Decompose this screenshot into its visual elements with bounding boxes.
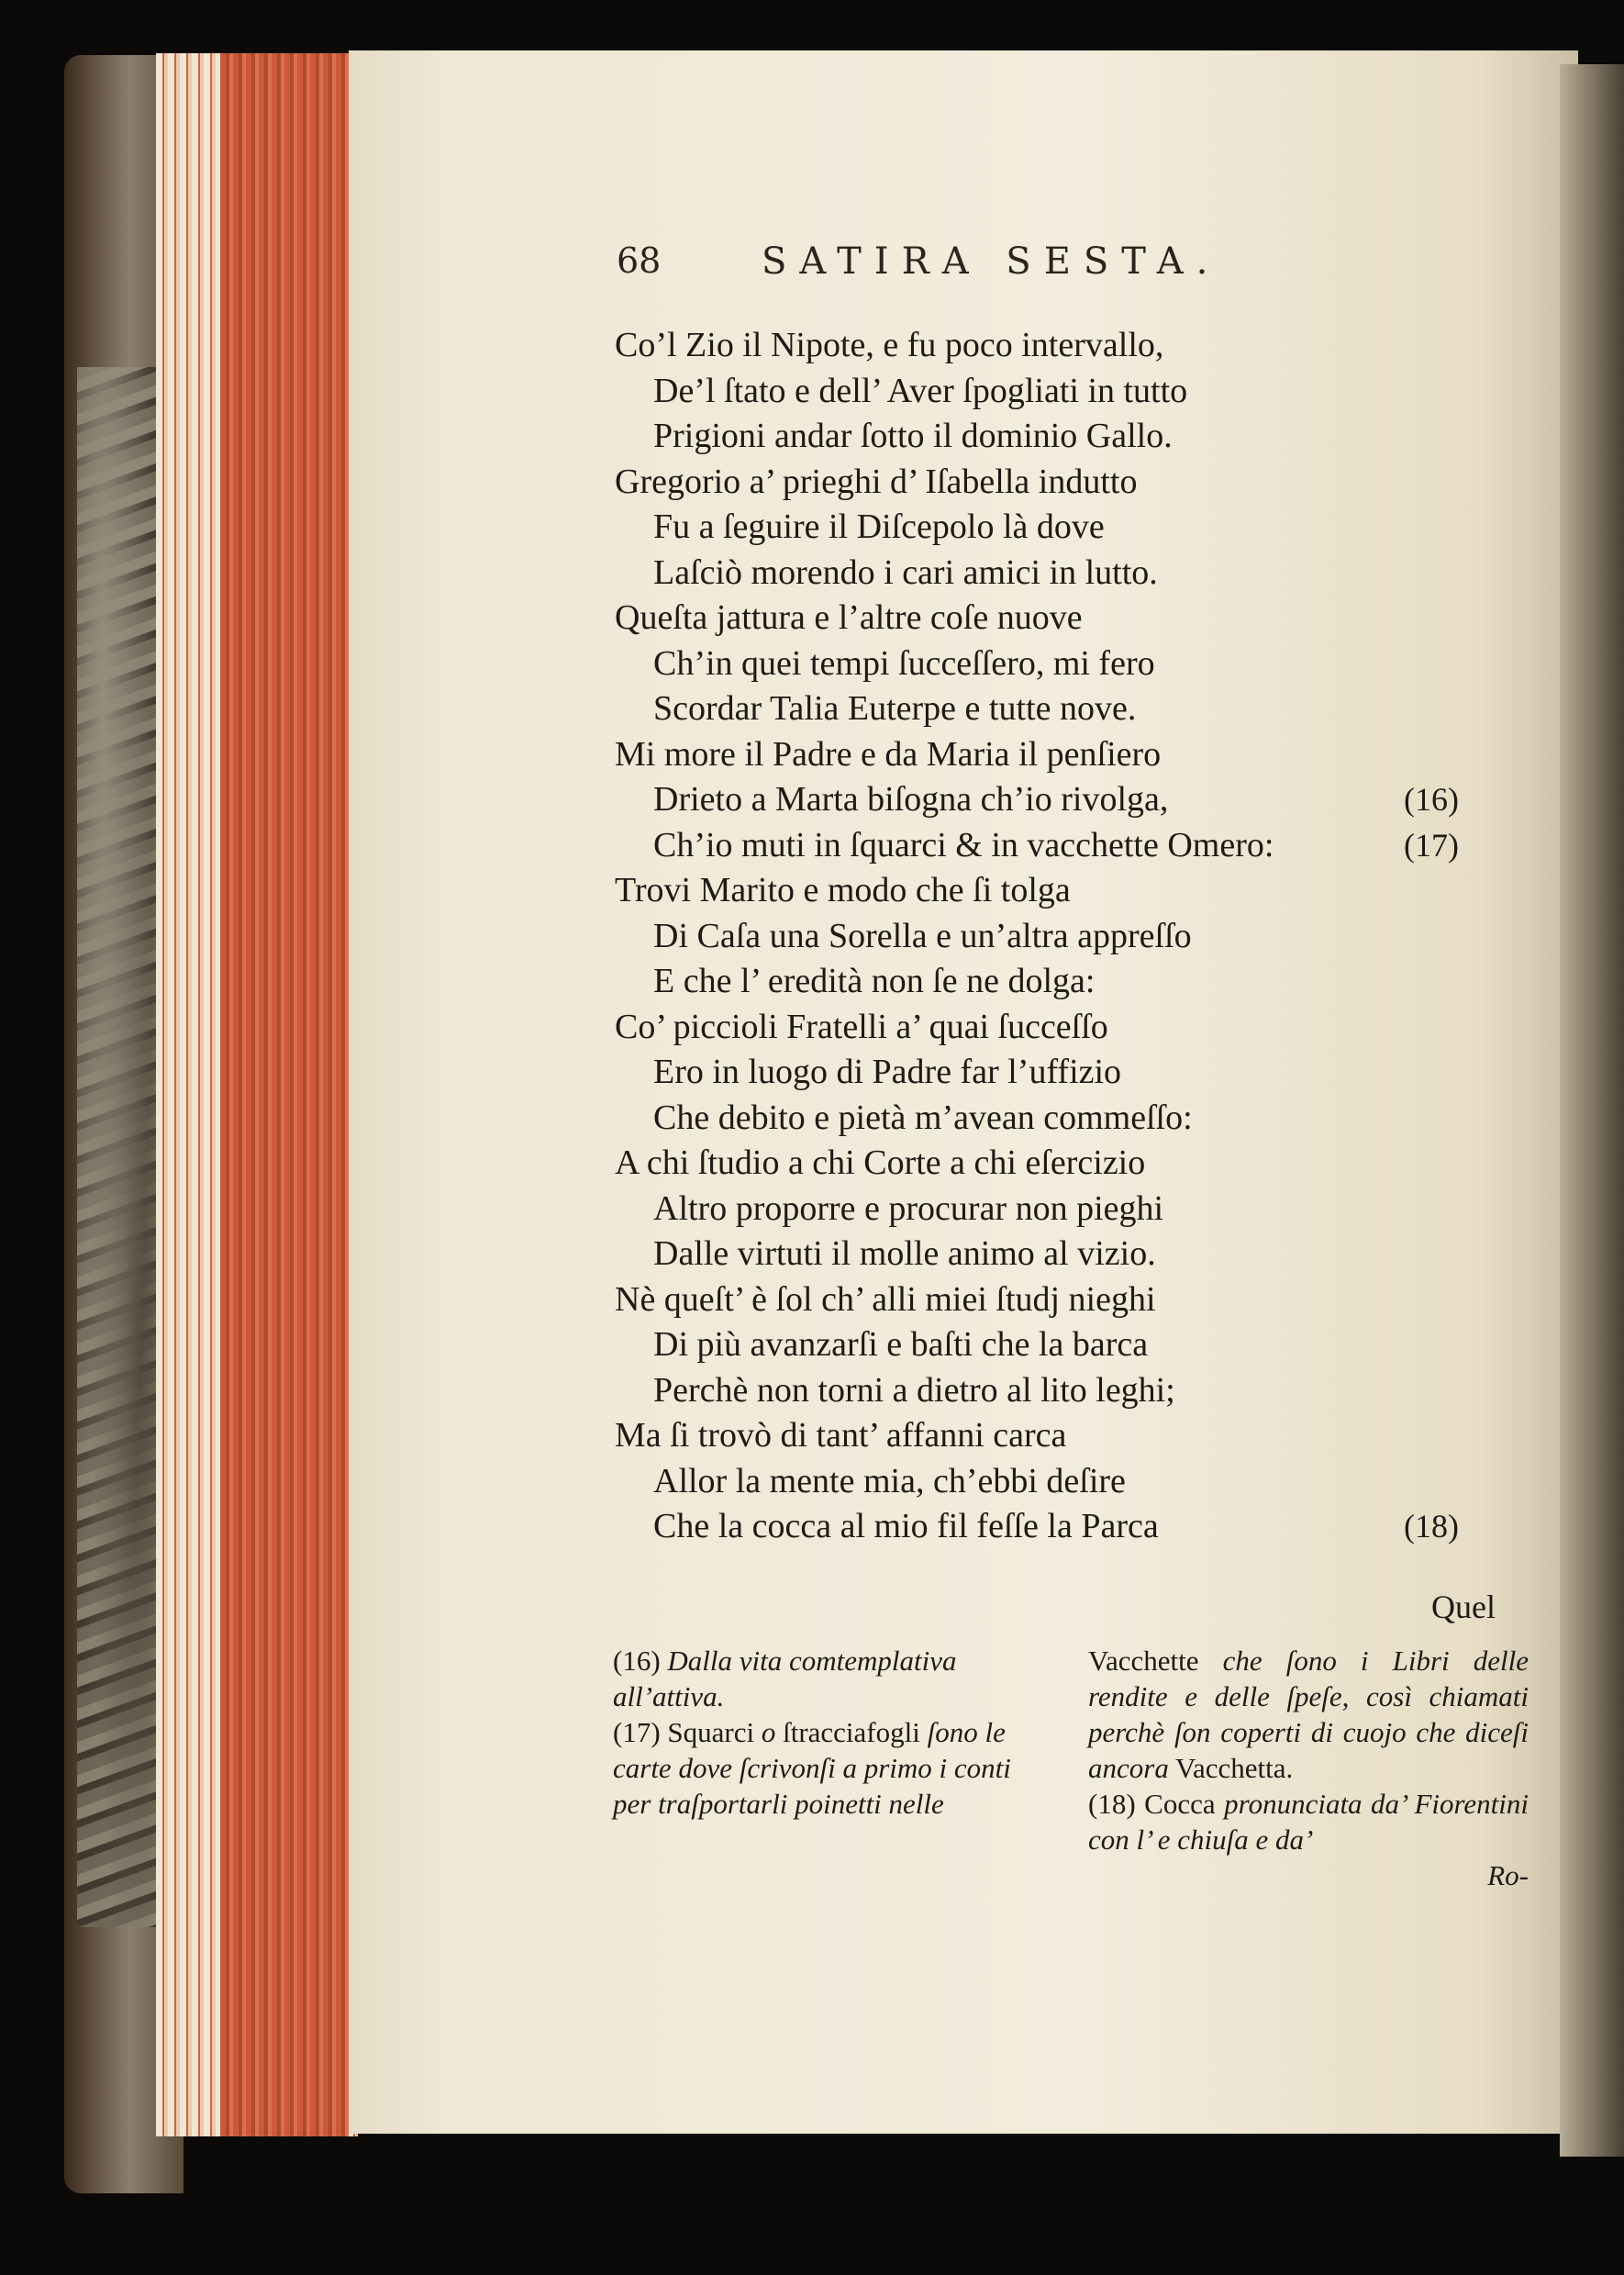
footnote-continuation-word: Ro- bbox=[1487, 1859, 1529, 1891]
footnote-17 bbox=[613, 1714, 1053, 1822]
footnote-text: Dalla vita comtemplativa all’attiva. bbox=[613, 1645, 957, 1712]
footnote-term: Vacchetta. bbox=[1175, 1752, 1294, 1784]
verse-line bbox=[615, 1413, 1532, 1459]
footnotes-right-column bbox=[1088, 1643, 1529, 1893]
red-page-edge bbox=[220, 53, 349, 2136]
footnote-term: Squarci bbox=[667, 1716, 755, 1748]
verse-line bbox=[615, 686, 1532, 732]
verse-line bbox=[615, 1368, 1532, 1414]
verse-line-text: Che debito e pietà m’avean commeſſo: bbox=[653, 1098, 1193, 1137]
footnote-text: o bbox=[761, 1716, 776, 1748]
verse-line-text: Co’l Zio il Nipote, e fu poco intervallo, bbox=[615, 326, 1164, 364]
verse-line bbox=[615, 1322, 1532, 1368]
verse-line-text: Co’ piccioli Fratelli a’ quai ſucceſſo bbox=[615, 1007, 1108, 1046]
verse-line-text: E che l’ eredità non ſe ne dolga: bbox=[653, 962, 1096, 1000]
verse-line bbox=[615, 1050, 1532, 1096]
footnote-18 bbox=[1088, 1786, 1529, 1857]
verse-line-text: Trovi Marito e modo che ſi tolga bbox=[615, 871, 1071, 909]
footnote-term: Cocca bbox=[1144, 1788, 1216, 1820]
verse-line bbox=[615, 1459, 1532, 1505]
footnote-number: (17) bbox=[613, 1716, 661, 1748]
footnotes-left-column bbox=[613, 1643, 1053, 1893]
footnote-number: (18) bbox=[1088, 1788, 1136, 1820]
verse-line bbox=[615, 777, 1532, 823]
verse-line bbox=[615, 1232, 1532, 1277]
verse-line-text: Laſciò morendo i cari amici in lutto. bbox=[653, 552, 1158, 592]
verse-line bbox=[615, 369, 1532, 415]
verse-line-text: Scordar Talia Euterpe e tutte nove. bbox=[653, 689, 1137, 728]
verse-line-text: Prigioni andar ſotto il dominio Gallo. bbox=[653, 417, 1173, 455]
footnote-number: (16) bbox=[613, 1645, 661, 1677]
verse-line-text: Ero in luogo di Padre far l’uffizio bbox=[653, 1053, 1122, 1091]
page-curl bbox=[1560, 64, 1624, 2157]
verse-line bbox=[615, 414, 1532, 460]
verse-line bbox=[615, 1141, 1532, 1187]
verse-line-text: Fu a ſeguire il Diſcepolo là dove bbox=[653, 507, 1105, 546]
page-number: 68 bbox=[617, 240, 662, 281]
verse-line bbox=[615, 1005, 1532, 1051]
verse-line-text: Allor la mente mia, ch’ebbi deſire bbox=[653, 1461, 1126, 1500]
verse-line bbox=[615, 1504, 1532, 1550]
verse-line-text: Gregorio a’ prieghi d’ Iſabella indutto bbox=[615, 462, 1138, 501]
verse-line bbox=[615, 505, 1532, 551]
verse-line bbox=[615, 959, 1532, 1005]
verse-line-text: De’l ſtato e dell’ Aver ſpogliati in tutto bbox=[653, 371, 1188, 410]
marbled-cover bbox=[77, 367, 161, 1927]
footnote-term: Vacchette bbox=[1088, 1645, 1199, 1677]
footnote-text: che ſono i Libri delle rendite e delle ſpeſe, così chiamati perchè ſon coperti di cuojo che diceſi ancora bbox=[1088, 1645, 1529, 1784]
verse-line-text: Che la cocca al mio fil feſſe la Parca bbox=[653, 1507, 1159, 1545]
verse-line bbox=[615, 823, 1532, 869]
footnote-text: pronunciata da’ Fiorentini con l’ e chiuſa e da’ bbox=[1088, 1788, 1529, 1856]
verse-line bbox=[615, 641, 1532, 687]
footnote-17-continued bbox=[1088, 1643, 1529, 1786]
verse-line bbox=[615, 868, 1532, 914]
verse-line-text: Ma ſi trovò di tant’ affanni carca bbox=[615, 1416, 1067, 1455]
verse-block bbox=[615, 323, 1532, 1550]
footnotes bbox=[613, 1643, 1530, 1893]
verse-line bbox=[615, 1277, 1532, 1323]
footnote-reference: (18) bbox=[1404, 1508, 1459, 1545]
verse-line bbox=[615, 1187, 1532, 1232]
verse-line-text: Dalle virtuti il molle animo al vizio. bbox=[653, 1234, 1156, 1273]
footnote-reference: (16) bbox=[1404, 781, 1459, 818]
verse-line bbox=[615, 551, 1532, 597]
verse-line-text: Queſta jattura e l’altre coſe nuove bbox=[615, 598, 1083, 637]
verse-line-text: Perchè non torni a dietro al lito leghi; bbox=[653, 1370, 1175, 1410]
verse-line-text: Nè queſt’ è ſol ch’ alli miei ſtudj nieghi bbox=[615, 1279, 1156, 1319]
verse-line bbox=[615, 1096, 1532, 1142]
verse-line-text: Ch’in quei tempi ſucceſſero, mi fero bbox=[653, 643, 1155, 683]
verse-line bbox=[615, 732, 1532, 778]
footnote-16 bbox=[613, 1643, 1053, 1714]
footnote-reference: (17) bbox=[1404, 826, 1459, 864]
footnote-term: ſtracciafogli bbox=[783, 1716, 920, 1748]
verse-line-text: A chi ſtudio a chi Corte a chi eſercizio bbox=[615, 1143, 1146, 1182]
verse-line-text: Altro proporre e procurar non pieghi bbox=[653, 1188, 1164, 1228]
verse-line bbox=[615, 460, 1532, 506]
catchword: Quel bbox=[1431, 1589, 1496, 1625]
verse-line-text: Di più avanzarſi e baſti che la barca bbox=[653, 1325, 1149, 1364]
verse-line-text: Drieto a Marta biſogna ch’io rivolga, bbox=[653, 780, 1169, 819]
verse-line-text: Mi more il Padre e da Maria il penſiero bbox=[615, 734, 1162, 774]
verse-line bbox=[615, 914, 1532, 960]
verse-line-text: Ch’io muti in ſquarci & in vacchette Omero: bbox=[653, 825, 1274, 864]
verse-line bbox=[615, 596, 1532, 641]
verse-line bbox=[615, 323, 1532, 369]
footnote-text: ſono le carte dove ſcrivonſi a primo i conti per traſportarli poinetti nelle bbox=[613, 1716, 1011, 1820]
verse-line-text: Di Caſa una Sorella e un’altra appreſſo bbox=[653, 916, 1192, 955]
footnote-continuation bbox=[1088, 1857, 1529, 1893]
running-head: SATIRA SESTA. bbox=[762, 240, 1221, 283]
